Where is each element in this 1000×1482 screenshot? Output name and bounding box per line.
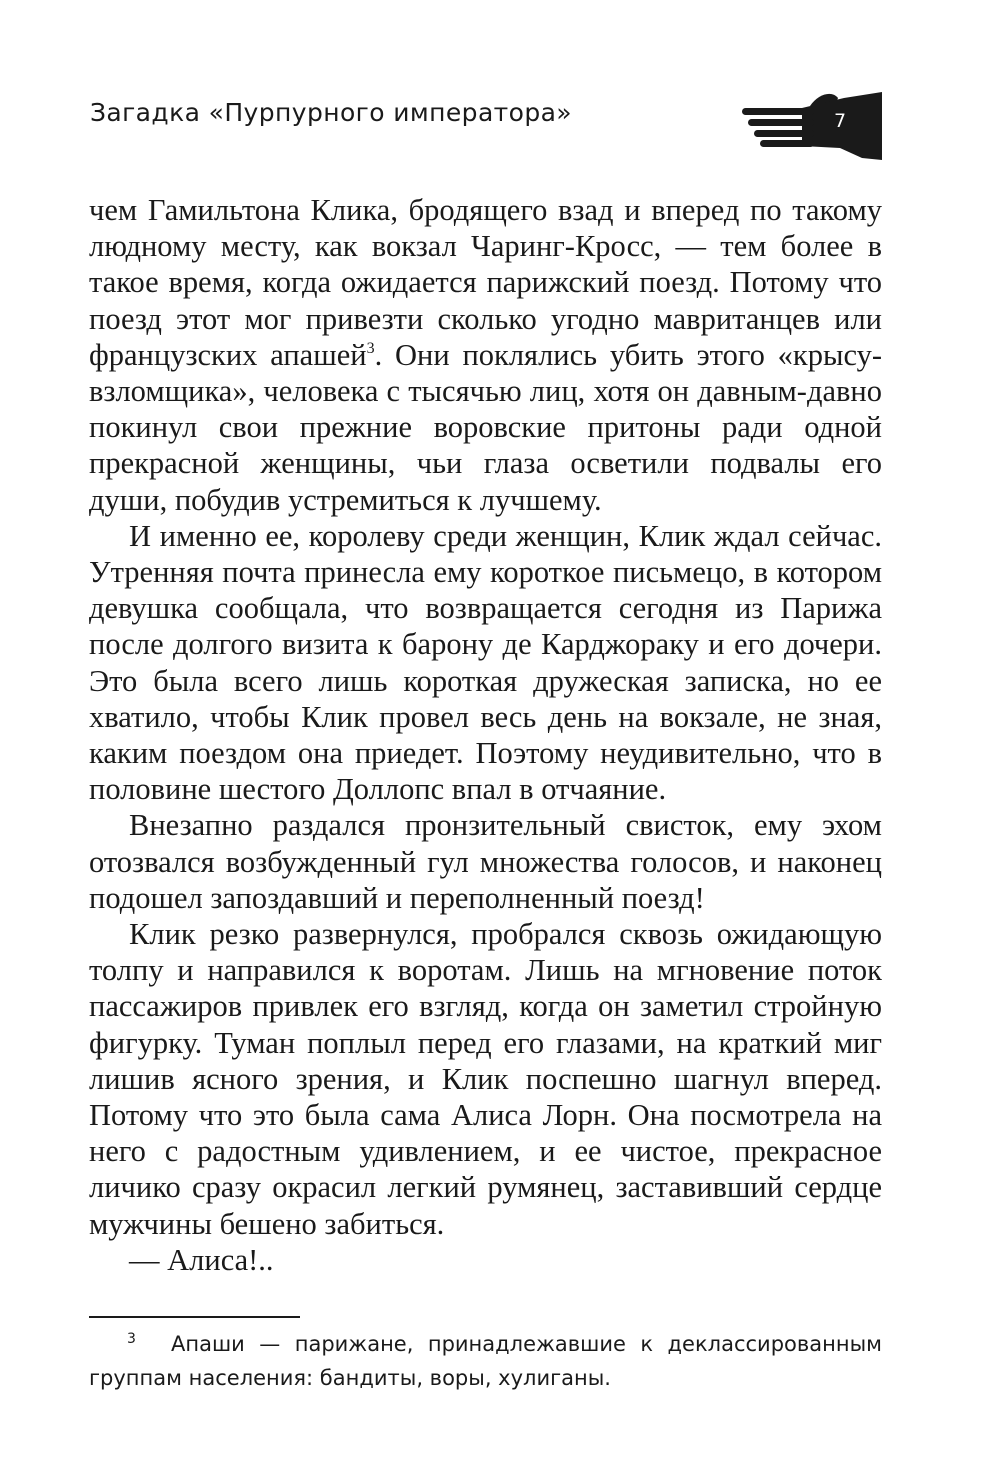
body-text (89, 192, 882, 1278)
paragraph-1 (89, 192, 882, 518)
paragraph-4: Клик резко развернулся, пробрался сквозь ожидающую толпу и направился к воротам. Лишь на мгновение поток пассажиров привлек его взгляд, когда он заметил стройную фигурку. Туман поплыл перед его глазами, на краткий миг лишив ясного зрения, и Клик поспешно шагнул вперед. Потому что это была сама Алиса Лорн. Она посмотрела на него с радостным удивлением, и ее чистое, прекрасное личико сразу окрасил легкий румянец, заставивший сердце мужчины бешено забиться. (89, 917, 882, 1241)
paragraph-3: Внезапно раздался пронзительный свисток, ему эхом отозвался возбужденный гул множества голосов, и наконец подошел запоздавший и переполненный поезд! (89, 808, 882, 915)
running-header-title: Загадка «Пурпурного императора» (90, 98, 573, 127)
footnote-text: Апаши — парижане, принадлежавшие к деклассированным группам населения: бандиты, воры, хулиганы. (89, 1332, 882, 1390)
footnote-reference: 3 (366, 339, 375, 357)
page-number: 7 (833, 110, 847, 132)
paragraph-2: И именно ее, королеву среди женщин, Клик ждал сейчас. Утренняя почта принесла ему короткое письмецо, в котором девушка сообщала, что возвращается сегодня из Парижа после долгого визита к барону де Карджораку и его дочери. Это была всего лишь короткая дружеская записка, но ее хватило, чтобы Клик провел весь день на вокзале, не зная, каким поездом она приедет. Поэтому неудивительно, что в половине шестого Доллопс впал в отчаяние. (89, 518, 882, 807)
footnote: 3 Апаши — парижане, принадлежавшие к деклассированным группам населения: бандиты, воры, хулиганы. (89, 1331, 882, 1390)
paragraph-1-text: чем Гамильтона Клика, бродящего взад и вперед по такому людному месту, как вокзал Чаринг-Кросс, — тем более в такое время, когда ожидается парижский поезд. Потому что поезд этот мог привезти сколько угодно мавританцев или французских апашей (89, 193, 882, 372)
paragraph-5: — Алиса!.. (129, 1242, 274, 1277)
footnote-divider (89, 1316, 300, 1318)
paragraph-1-text-end: . Они поклялись убить этого «крысу-взломщика», человека с тысячью лиц, хотя он давным-давно покинул свои прежние воровские притоны ради одной прекрасной женщины, чьи глаза осветили подвалы его души, побудив устремиться к лучшему. (89, 337, 882, 517)
